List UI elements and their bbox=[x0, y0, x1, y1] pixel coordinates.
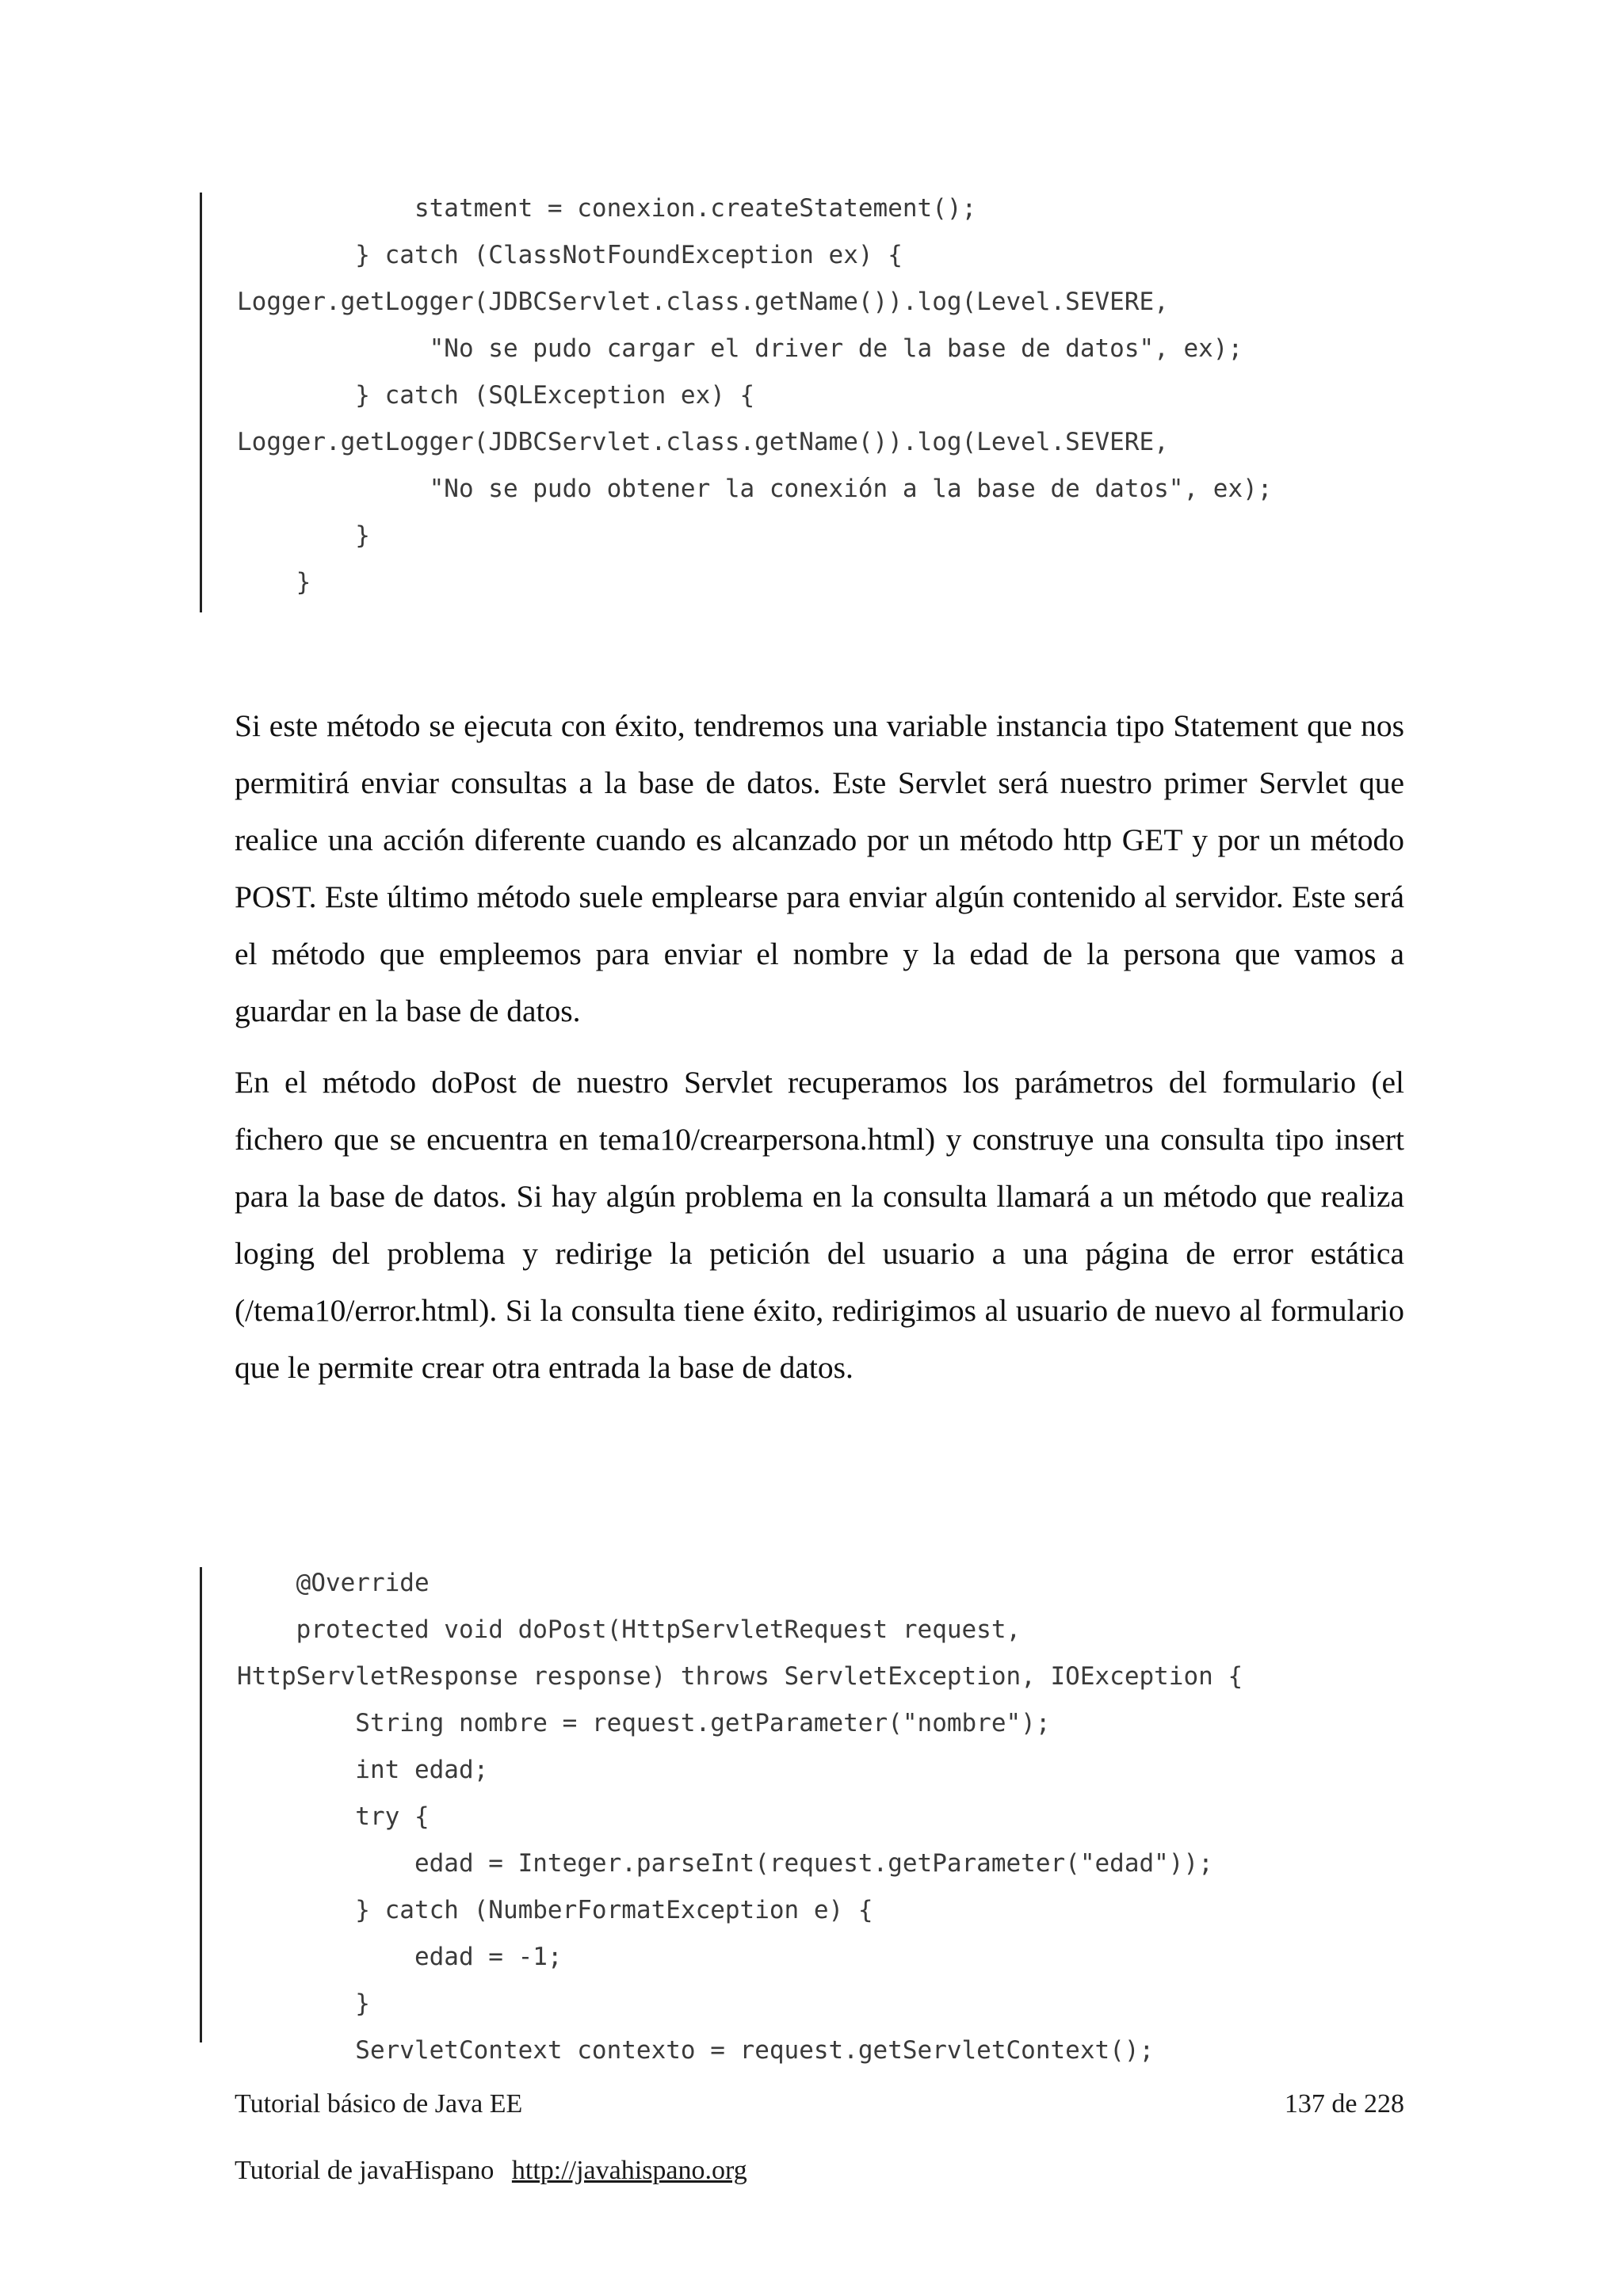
code-line: int edad; bbox=[237, 1756, 489, 1784]
code-line: ServletContext contexto = request.getServletContext(); bbox=[237, 2036, 1155, 2065]
code-line: edad = Integer.parseInt(request.getParameter("edad")); bbox=[237, 1849, 1213, 1878]
footer-site-link[interactable]: http://javahispano.org bbox=[511, 2156, 747, 2185]
code-line: HttpServletResponse response) throws ServletException, IOException { bbox=[237, 1662, 1243, 1691]
code-line: try { bbox=[237, 1802, 430, 1831]
page-number: 137 de 228 bbox=[1284, 2089, 1404, 2119]
code-line: edad = -1; bbox=[237, 1943, 563, 1971]
footer-site-label: Tutorial de javaHispano bbox=[235, 2156, 495, 2185]
footer-title: Tutorial básico de Java EE bbox=[235, 2089, 523, 2119]
code-line: Logger.getLogger(JDBCServlet.class.getName()).log(Level.SEVERE, bbox=[237, 428, 1169, 456]
code-line: } bbox=[237, 1989, 370, 2018]
code-line: } bbox=[237, 568, 311, 597]
footer-site bbox=[235, 2155, 747, 2187]
code-line: String nombre = request.getParameter("nombre"); bbox=[237, 1709, 1051, 1737]
code-line: protected void doPost(HttpServletRequest request, bbox=[237, 1615, 1022, 1644]
code-line: } catch (NumberFormatException e) { bbox=[237, 1896, 873, 1924]
code-block-2 bbox=[200, 1567, 1243, 2065]
code-line: Logger.getLogger(JDBCServlet.class.getName()).log(Level.SEVERE, bbox=[237, 288, 1169, 316]
code-line: "No se pudo cargar el driver de la base de datos", ex); bbox=[237, 334, 1243, 363]
code-line: "No se pudo obtener la conexión a la base de datos", ex); bbox=[237, 475, 1273, 503]
code-line: statment = conexion.createStatement(); bbox=[237, 194, 977, 223]
code-line: @Override bbox=[237, 1569, 430, 1597]
body-paragraph: Si este método se ejecuta con éxito, tendremos una variable instancia tipo Statement que nos permitirá enviar consultas a la base de datos. Este Servlet será nuestro primer Servlet que realice una acción diferente cuando es alcanzado por un método http GET y por un método POST. Este último método suele emplearse para enviar algún contenido al servidor. Este será el método que empleemos para enviar el nombre y la edad de la persona que vamos a guardar en la base de datos. bbox=[235, 708, 1404, 1028]
code-line: } catch (ClassNotFoundException ex) { bbox=[237, 241, 903, 269]
code-line: } bbox=[237, 521, 370, 550]
body-paragraph: En el método doPost de nuestro Servlet recuperamos los parámetros del formulario (el fichero que se encuentra en tema10/crearpersona.html) y construye una consulta tipo insert para la base de datos. Si hay algún problema en la consulta llamará a un método que realiza loging del problema y redirige la petición del usuario a una página de error estática (/tema10/error.html). Si la consulta tiene éxito, redirigimos al usuario de nuevo al formulario que le permite crear otra entrada la base de datos. bbox=[235, 1065, 1404, 1385]
code-block-1 bbox=[200, 193, 1273, 612]
code-line: } catch (SQLException ex) { bbox=[237, 381, 755, 410]
